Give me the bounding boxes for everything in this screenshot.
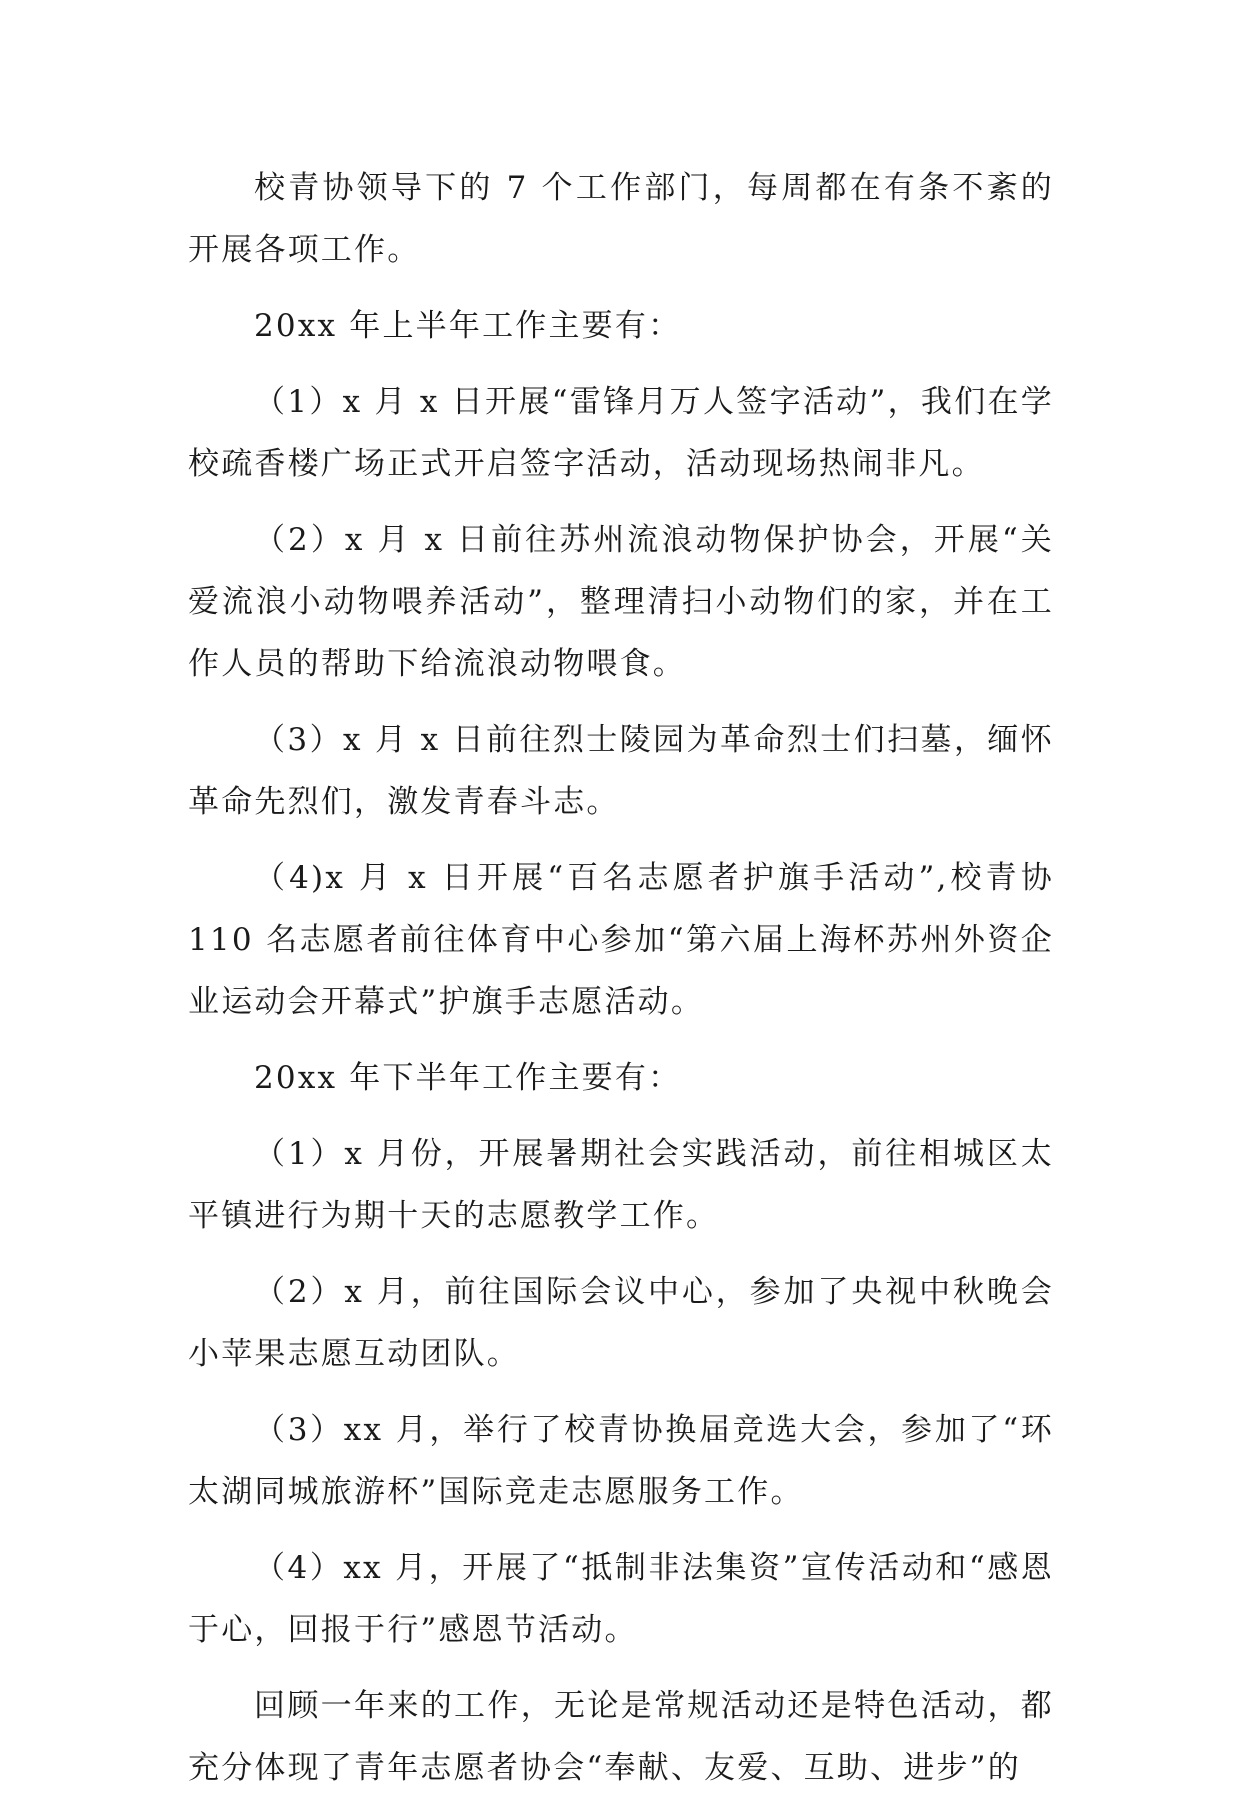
paragraph-first-half-item-3: （3）x 月 x 日前往烈士陵园为革命烈士们扫墓，缅怀革命先烈们，激发青春斗志。	[188, 722, 1054, 820]
paragraph-intro: 校青协领导下的 7 个工作部门，每周都在有条不紊的开展各项工作。	[188, 170, 1054, 268]
paragraph-second-half-item-3: （3）xx 月，举行了校青协换届竞选大会，参加了“环太湖同城旅游杯”国际竞走志愿服务工作。	[188, 1412, 1054, 1510]
document-body	[188, 157, 1054, 1813]
paragraph-second-half-item-4: （4）xx 月，开展了“抵制非法集资”宣传活动和“感恩于心，回报于行”感恩节活动。	[188, 1550, 1054, 1648]
paragraph-first-half-item-4: （4)x 月 x 日开展“百名志愿者护旗手活动”,校青协 110 名志愿者前往体育中心参加“第六届上海杯苏州外资企业运动会开幕式”护旗手志愿活动。	[188, 860, 1054, 1020]
paragraph-second-half-item-2: （2）x 月，前往国际会议中心，参加了央视中秋晚会小苹果志愿互动团队。	[188, 1274, 1054, 1372]
paragraph-first-half-heading: 20xx 年上半年工作主要有：	[254, 308, 682, 344]
paragraph-second-half-item-1: （1）x 月份，开展暑期社会实践活动，前往相城区太平镇进行为期十天的志愿教学工作。	[188, 1136, 1054, 1234]
paragraph-second-half-heading: 20xx 年下半年工作主要有：	[254, 1060, 682, 1096]
paragraph-first-half-item-2: （2）x 月 x 日前往苏州流浪动物保护协会，开展“关爱流浪小动物喂养活动”，整理清扫小动物们的家，并在工作人员的帮助下给流浪动物喂食。	[188, 522, 1054, 682]
paragraph-first-half-item-1: （1）x 月 x 日开展“雷锋月万人签字活动”，我们在学校疏香楼广场正式开启签字活动，活动现场热闹非凡。	[188, 384, 1054, 482]
paragraph-review: 回顾一年来的工作，无论是常规活动还是特色活动，都充分体现了青年志愿者协会“奉献、友爱、互助、进步”的	[188, 1688, 1054, 1786]
